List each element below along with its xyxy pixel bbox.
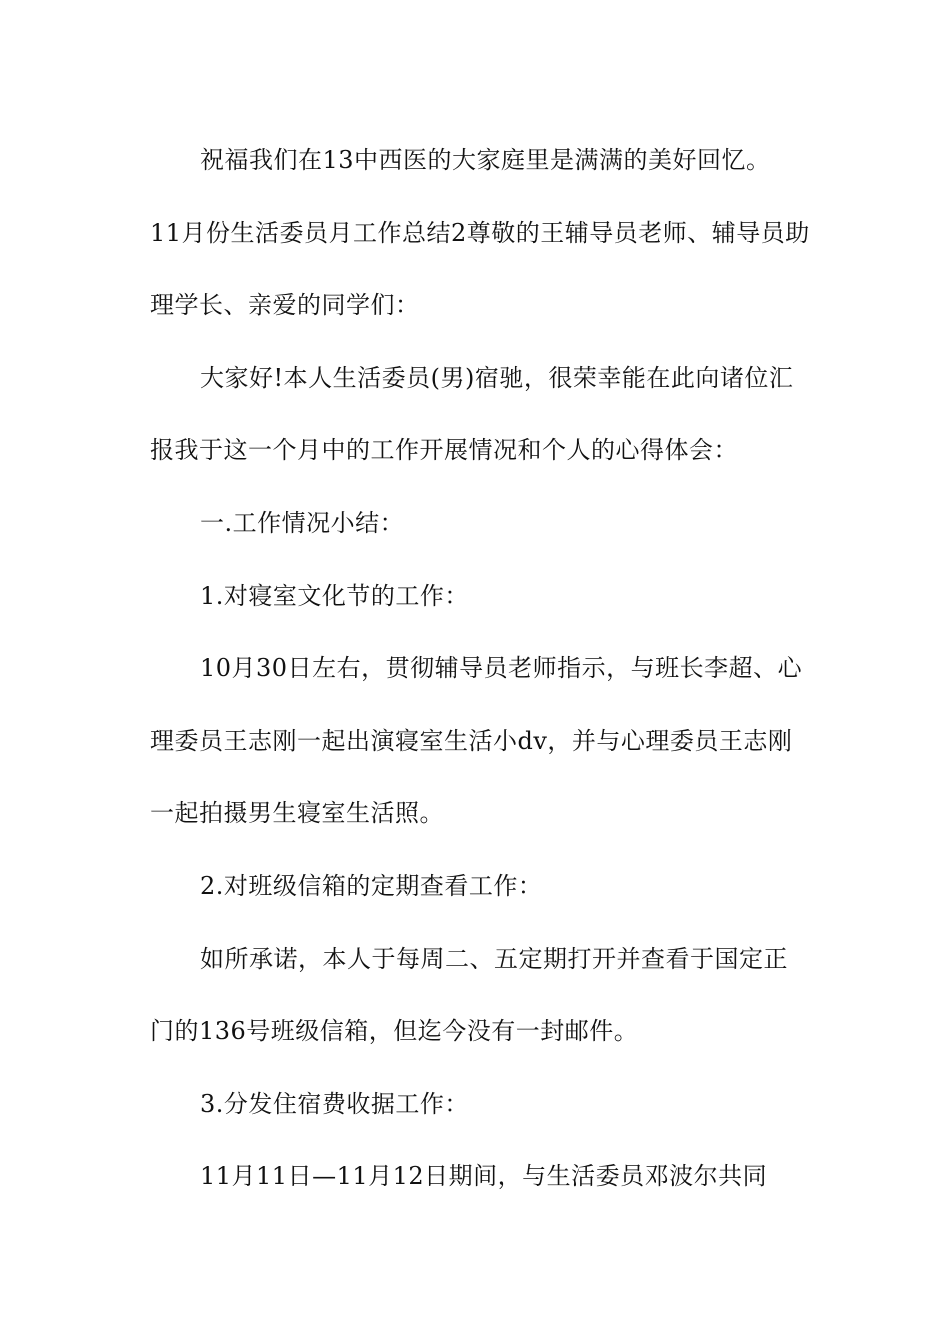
document-body (150, 124, 810, 1213)
paragraph-blessing: 祝福我们在13中西医的大家庭里是满满的美好回忆。 (200, 146, 771, 174)
item-heading-dorm-festival: 1.对寝室文化节的工作： (200, 581, 469, 610)
paragraph-dorm-festival: 10月30日左右，贯彻辅导员老师指示，与班长李超、心理委员王志刚一起出演寝室生活小dv，并与心理委员王志刚一起拍摄男生寝室生活照。 (150, 654, 803, 828)
item-heading-receipts: 3.分发住宿费收据工作： (200, 1089, 469, 1118)
paragraph-title-greeting: 11月份生活委员月工作总结2尊敬的王辅导员老师、辅导员助理学长、亲爱的同学们： (150, 218, 810, 320)
paragraph-receipts: 11月11日—11月12日期间，与生活委员邓波尔共同 (200, 1162, 768, 1191)
section-heading-work-summary: 一.工作情况小结： (200, 508, 405, 537)
paragraph-mailbox: 如所承诺，本人于每周二、五定期打开并查看于国定正门的136号班级信箱，但迄今没有一封邮件。 (150, 944, 788, 1046)
paragraph-introduction: 大家好!本人生活委员(男)宿驰，很荣幸能在此向诸位汇报我于这一个月中的工作开展情况和个人的心得体会： (150, 363, 794, 465)
item-heading-mailbox: 2.对班级信箱的定期查看工作： (200, 871, 543, 900)
